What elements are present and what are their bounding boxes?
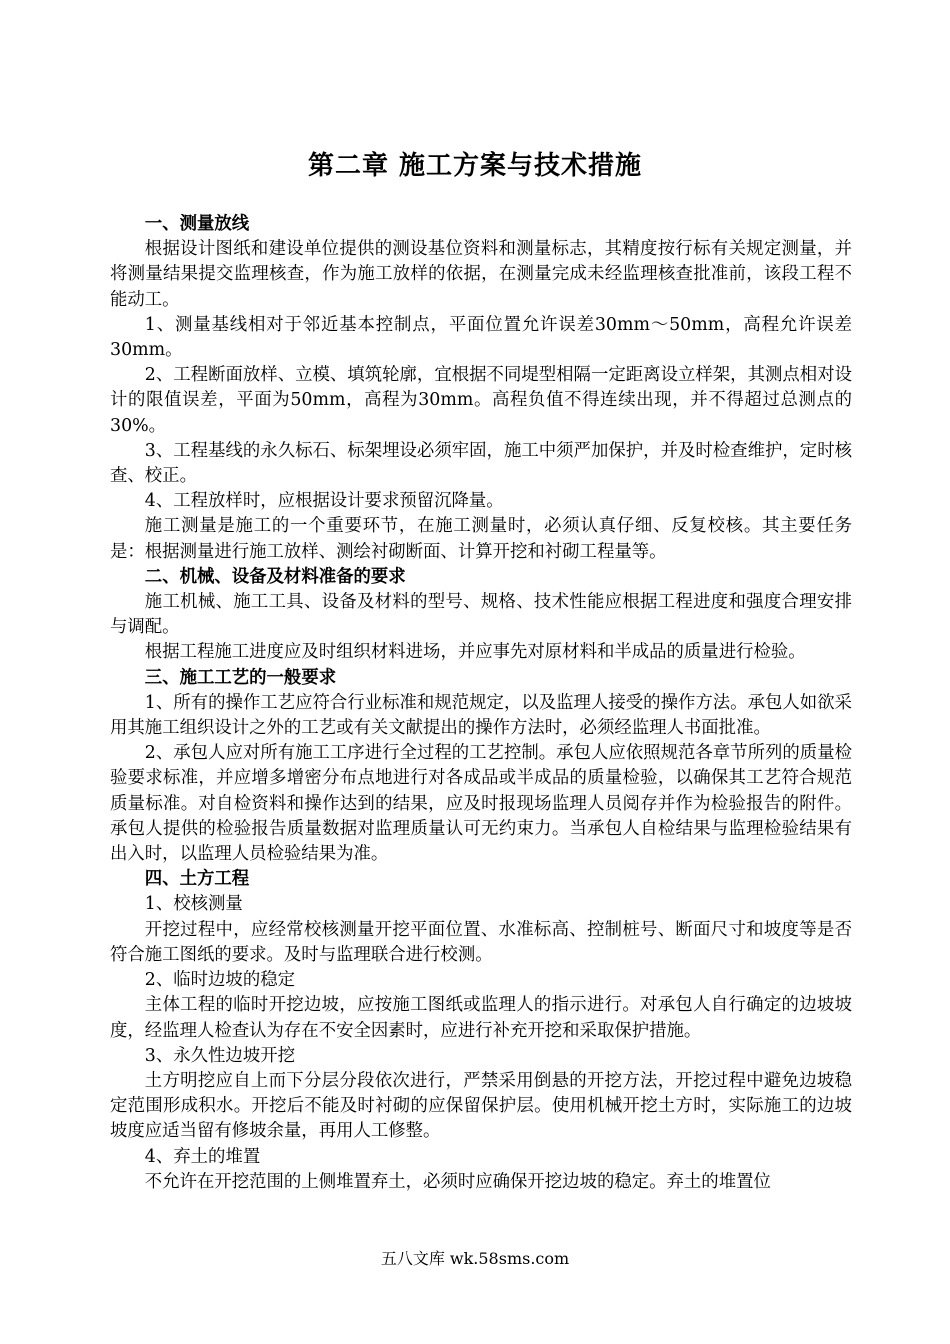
paragraph: 2、工程断面放样、立模、填筑轮廓，宜根据不同堤型相隔一定距离设立样架，其测点相对设计的限值误差，平面为50mm，高程为30mm。高程负值不得连续出现，并不得超过总测点的30%。 <box>110 365 852 436</box>
paragraph: 施工机械、施工工具、设备及材料的型号、规格、技术性能应根据工程进度和强度合理安排与调配。 <box>110 592 852 638</box>
paragraph: 1、测量基线相对于邻近基本控制点，平面位置允许误差30mm～50mm，高程允许误差30mm。 <box>110 314 852 361</box>
paragraph: 施工测量是施工的一个重要环节，在施工测量时，必须认真仔细、反复校核。其主要任务是：根据测量进行施工放样、测绘衬砌断面、计算开挖和衬砌工程量等。 <box>110 516 852 562</box>
paragraph: 根据设计图纸和建设单位提供的测设基位资料和测量标志，其精度按行标有关规定测量，并将测量结果提交监理核查，作为施工放样的依据，在测量完成未经监理核查批准前，该段工程不能动工。 <box>110 239 852 310</box>
section-heading: 三、施工工艺的一般要求 <box>144 667 337 688</box>
paragraph: 不允许在开挖范围的上侧堆置弃土，必须时应确保开挖边坡的稳定。弃土的堆置位 <box>144 1171 771 1192</box>
paragraph: 4、工程放样时，应根据设计要求预留沉降量。 <box>144 491 504 512</box>
paragraph: 土方明挖应自上而下分层分段依次进行，严禁采用倒悬的开挖方法，开挖过程中避免边坡稳定范围形成积水。开挖后不能及时衬砌的应保留保护层。使用机械开挖土方时，实际施工的边坡坡度应适当留有修坡余量，再用人工修整。 <box>110 1070 852 1142</box>
section-heading: 二、机械、设备及材料准备的要求 <box>144 566 406 587</box>
paragraph: 根据工程施工进度应及时组织材料进场，并应事先对原材料和半成品的质量进行检验。 <box>144 642 806 663</box>
paragraph: 主体工程的临时开挖边坡，应按施工图纸或监理人的指示进行。对承包人自行确定的边坡坡度，经监理人检查认为存在不安全因素时，应进行补充开挖和采取保护措施。 <box>110 995 852 1041</box>
document-body <box>110 212 852 1195</box>
section-heading: 一、测量放线 <box>144 214 250 234</box>
paragraph: 1、校核测量 <box>144 894 243 915</box>
paragraph: 3、工程基线的永久标石、标架埋设必须牢固，施工中须严加保护，并及时检查维护，定时核查、校正。 <box>110 440 852 487</box>
paragraph: 开挖过程中，应经常校核测量开挖平面位置、水准标高、控制桩号、断面尺寸和坡度等是否符合施工图纸的要求。及时与监理联合进行校测。 <box>110 919 852 965</box>
paragraph: 2、承包人应对所有施工工序进行全过程的工艺控制。承包人应依照规范各章节所列的质量检验要求标准，并应增多增密分布点地进行对各成品或半成品的质量检验，以确保其工艺符合规范质量标准。对自检资料和操作达到的结果，应及时报现场监理人员阅存并作为检验报告的附件。承包人提供的检验报告质量数据对监理质量认可无约束力。当承包人自检结果与监理检验结果有出入时，以监理人员检验结果为准。 <box>110 743 852 865</box>
paragraph: 4、弃土的堆置 <box>144 1146 261 1167</box>
footer-watermark: 五八文库 wk.58sms.com <box>380 1249 570 1268</box>
paragraph: 2、临时边坡的稳定 <box>144 970 295 991</box>
section-heading: 四、土方工程 <box>144 869 250 890</box>
chapter-title: 第二章 施工方案与技术措施 <box>307 151 643 181</box>
paragraph: 3、永久性边坡开挖 <box>144 1045 295 1066</box>
paragraph: 1、所有的操作工艺应符合行业标准和规范规定，以及监理人接受的操作方法。承包人如欲采用其施工组织设计之外的工艺或有关文献提出的操作方法时，必须经监理人书面批准。 <box>110 692 852 739</box>
